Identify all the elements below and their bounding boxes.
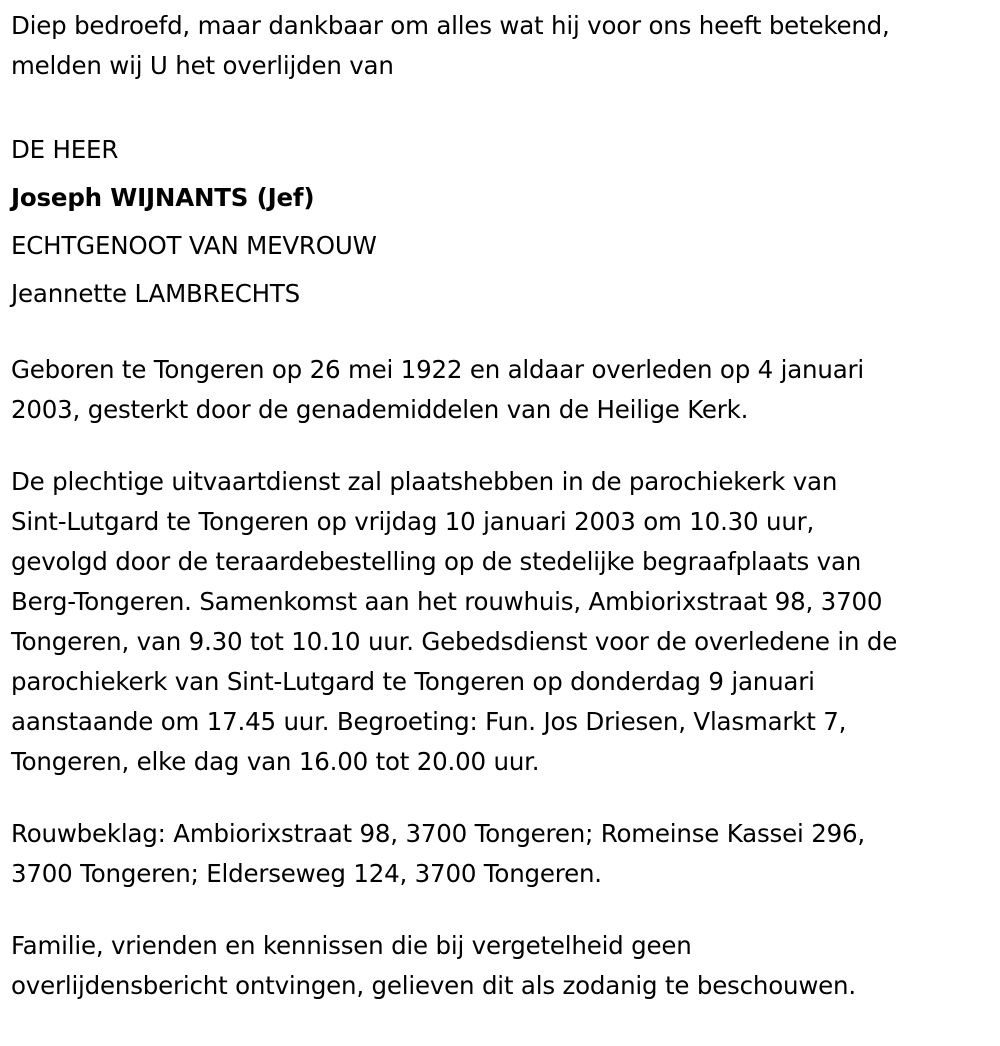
condolences-paragraph: Rouwbeklag: Ambiorixstraat 98, 3700 Tongeren; Romeinse Kassei 296, 3700 Tongeren; Elderseweg 124, 3700 Tongeren.: [11, 819, 865, 888]
birth-death-paragraph: Geboren te Tongeren op 26 mei 1922 en aldaar overleden op 4 januari 2003, gesterkt door de genademiddelen van de Heilige Kerk.: [11, 355, 865, 424]
funeral-paragraph: De plechtige uitvaartdienst zal plaatshebben in de parochiekerk van Sint-Lutgard te Tongeren op vrijdag 10 januari 2003 om 10.30 uur, gevolgd door de teraardebestelling op de stedelijke begraafplaats van Berg-Tongeren. Samenkomst aan het rouwhuis, Ambiorixstraat 98, 3700 Tongeren, van 9.30 tot 10.10 uur. Gebedsdienst voor de overledene in de parochiekerk van Sint-Lutgard te Tongeren op donderdag 9 januari aanstaande om 17.45 uur. Begroeting: Fun. Jos Driesen, Vlasmarkt 7, Tongeren, elke dag van 16.00 tot 20.00 uur.: [11, 467, 898, 776]
deceased-name: Joseph WIJNANTS (Jef): [11, 183, 315, 212]
intro-paragraph: Diep bedroefd, maar dankbaar om alles wat hij voor ons heeft betekend, melden wij U het overlijden van: [11, 11, 890, 80]
closing-paragraph: Familie, vrienden en kennissen die bij vergetelheid geen overlijdensbericht ontvingen, gelieven dit als zodanig te beschouwen.: [11, 931, 856, 1000]
spouse-label: ECHTGENOOT VAN MEVROUW: [11, 231, 377, 260]
obituary-document: [11, 6, 991, 1006]
deceased-heading: [11, 126, 991, 318]
honorific-title: DE HEER: [11, 135, 119, 164]
spouse-name: Jeannette LAMBRECHTS: [11, 279, 300, 308]
